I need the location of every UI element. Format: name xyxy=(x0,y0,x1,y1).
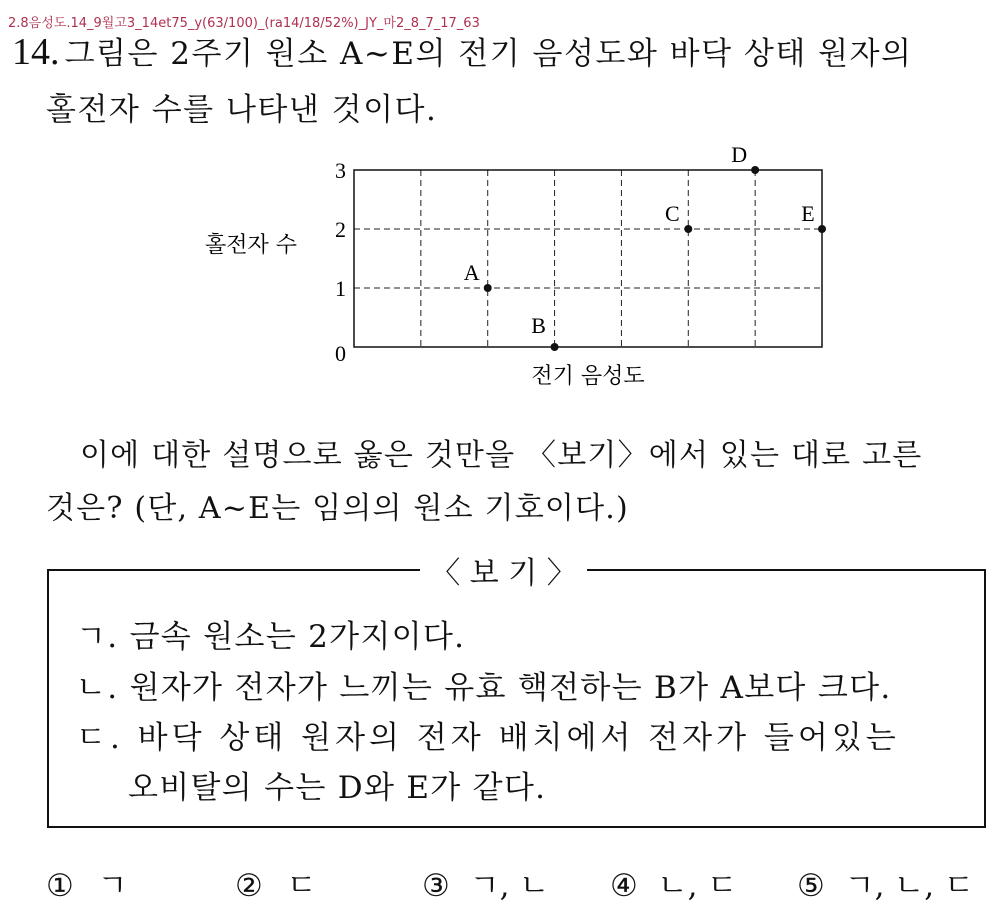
choice-text: ㄱ, ㄴ xyxy=(469,868,550,904)
question-text-1: 그림은 2주기 원소 A~E의 전기 음성도와 바닥 상태 원자의 xyxy=(64,36,913,72)
statement-2 xyxy=(76,662,891,707)
y-tick-label: 0 xyxy=(335,341,346,366)
plot-frame xyxy=(354,170,822,347)
choice-number: ② xyxy=(235,868,263,904)
choice-2[interactable] xyxy=(235,860,317,905)
choice-4[interactable] xyxy=(610,860,737,905)
point-label-D: D xyxy=(731,142,748,167)
y-axis-label: 홀전자 수 xyxy=(205,233,298,258)
data-point-B xyxy=(551,343,559,351)
scatter-chart xyxy=(190,142,850,395)
data-point-C xyxy=(684,225,692,233)
data-point-A xyxy=(484,284,492,292)
choice-number: ③ xyxy=(422,868,450,904)
question-number: 14. xyxy=(12,31,60,73)
choice-number: ① xyxy=(46,868,74,904)
choice-text: ㄱ xyxy=(97,868,128,904)
statement-text: 원자가 전자가 느끼는 유효 핵전하는 B가 A보다 크다. xyxy=(129,670,892,706)
choice-number: ⑤ xyxy=(797,868,825,904)
tick-layer xyxy=(335,158,346,366)
question-line-1 xyxy=(12,28,913,74)
statement-3 xyxy=(76,712,900,757)
point-label-E: E xyxy=(801,201,815,226)
choice-text: ㄷ xyxy=(286,868,317,904)
choice-number: ④ xyxy=(610,868,638,904)
choice-1[interactable] xyxy=(46,860,128,905)
question-text-2: 홀전자 수를 나타낸 것이다. xyxy=(46,92,438,128)
data-point-D xyxy=(751,166,759,174)
point-layer xyxy=(464,142,826,351)
x-axis-label: 전기 음성도 xyxy=(531,364,645,389)
bogi-title: 〈 보 기 〉 xyxy=(0,548,1007,592)
y-tick-label: 2 xyxy=(335,217,346,242)
statement-1 xyxy=(76,611,465,656)
header-tag: 2.8음성도.14_9월고3_14et75_y(63/100)_(ra14/18/52%)_JY_마2_8_7_17_63 xyxy=(8,16,480,31)
statement-mark: ㄷ. xyxy=(76,720,124,756)
choice-text: ㄴ, ㄷ xyxy=(657,868,738,904)
prompt-line-2: 것은? (단, A~E는 임의의 원소 기호이다.) xyxy=(46,491,629,526)
choice-3[interactable] xyxy=(422,860,549,905)
data-point-E xyxy=(818,225,826,233)
statement-text: 바닥 상태 원자의 전자 배치에서 전자가 들어있는 xyxy=(137,720,900,756)
prompt-line-1: 이에 대한 설명으로 옳은 것만을 〈보기〉에서 있는 대로 고른 xyxy=(80,438,923,473)
statement-mark: ㄴ. xyxy=(76,670,119,706)
grid-layer xyxy=(354,170,822,347)
point-label-A: A xyxy=(463,260,480,285)
point-label-C: C xyxy=(664,201,680,226)
choice-5[interactable] xyxy=(797,860,974,905)
statement-text: 금속 원소는 2가지이다. xyxy=(129,619,466,655)
y-tick-label: 3 xyxy=(335,158,346,183)
choice-text: ㄱ, ㄴ, ㄷ xyxy=(844,868,974,904)
y-tick-label: 1 xyxy=(335,276,346,301)
point-label-B: B xyxy=(531,313,546,338)
statement-mark: ㄱ. xyxy=(76,619,119,655)
statement-3-continuation: 오비탈의 수는 D와 E가 같다. xyxy=(128,770,547,806)
